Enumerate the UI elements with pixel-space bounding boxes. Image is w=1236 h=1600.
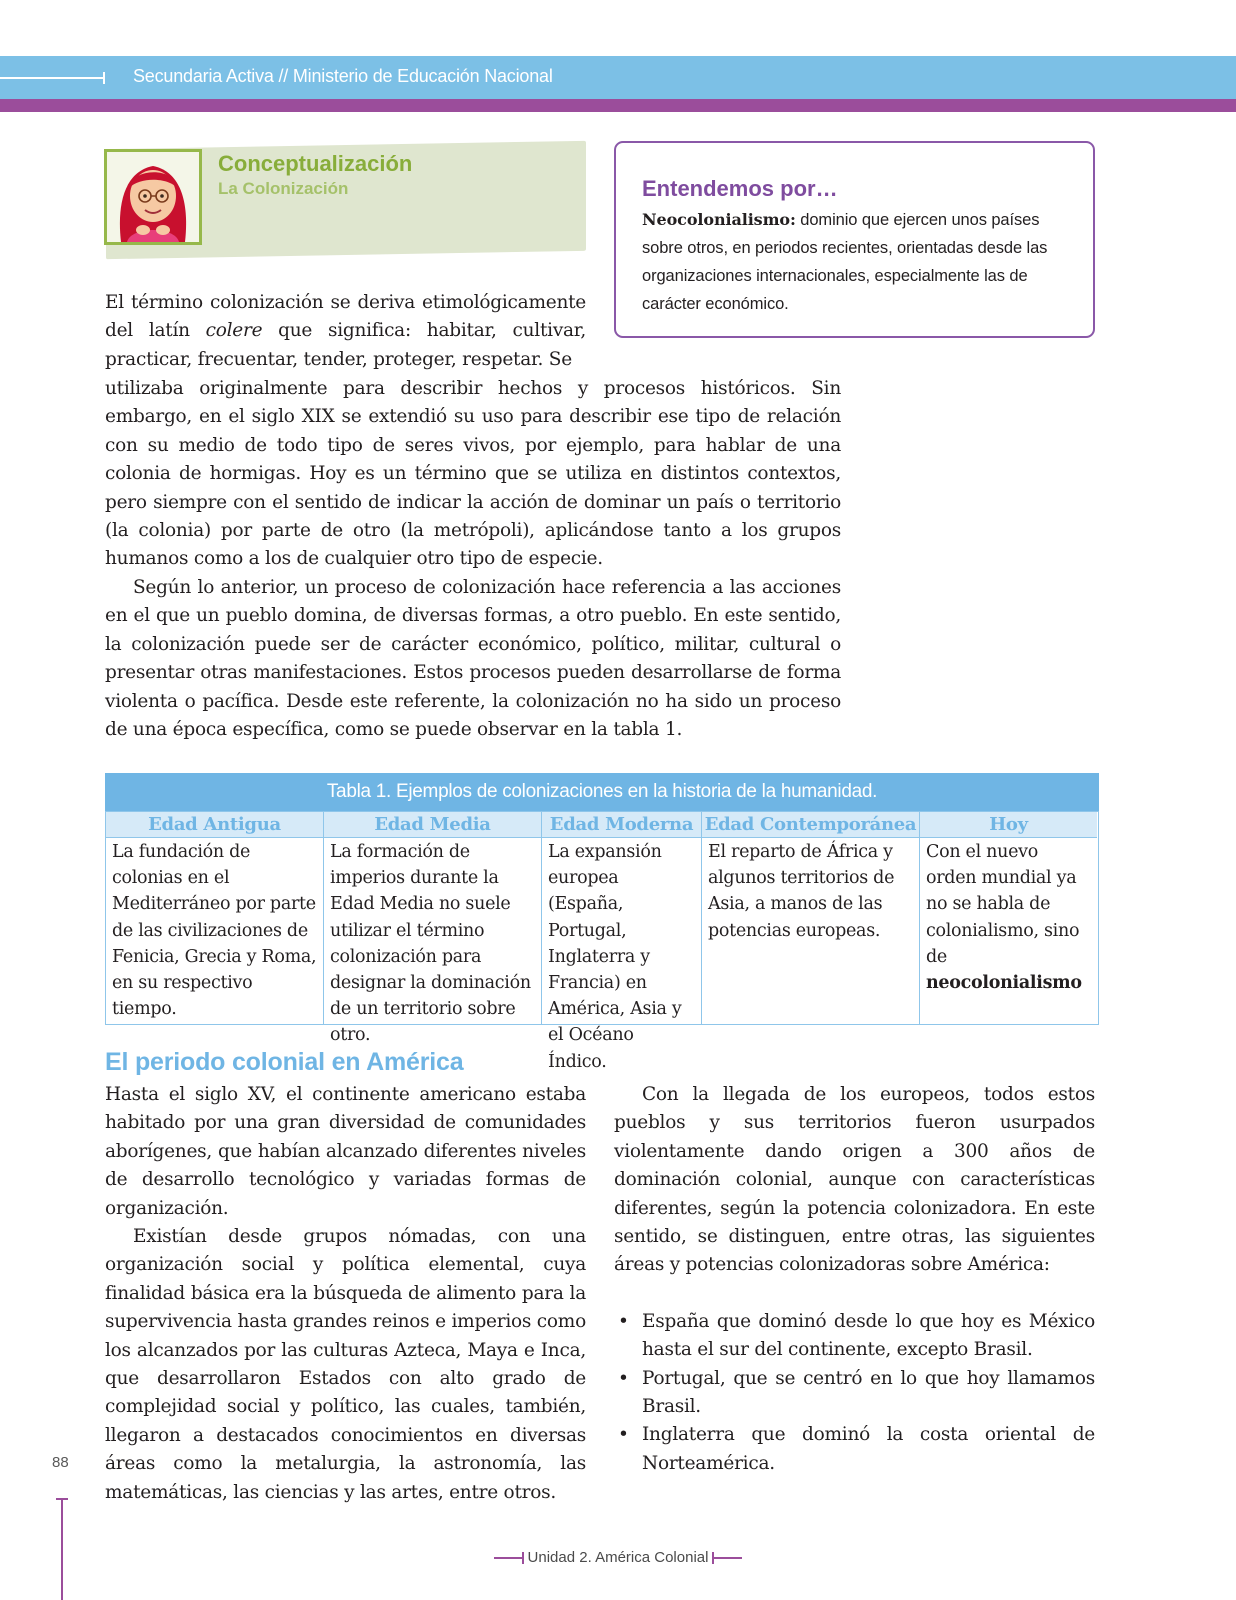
footer-unit bbox=[0, 1549, 1236, 1566]
table-caption: Tabla 1. Ejemplos de colonizaciones en la historia de la humanidad. bbox=[105, 773, 1099, 811]
list-item bbox=[614, 1421, 1095, 1478]
list-item bbox=[614, 1365, 1095, 1422]
page-number: 88 bbox=[52, 1454, 69, 1471]
table-column-header: Edad Moderna bbox=[542, 812, 701, 838]
body-paragraph-2: Según lo anterior, un proceso de colonización hace referencia a las acciones en el que un pueblo domina, de diversas formas, a otro pueblo. En este sentido, la colonización puede ser de carácter económico, político, militar, cultural o presentar otras manifestaciones. Estos procesos pueden desarrollarse de forma violenta o pacífica. Desde este referente, la colonización no ha sido un proceso de una época específica, como se puede observar en la tabla 1. bbox=[105, 577, 841, 741]
definition-title: Entendemos por… bbox=[642, 176, 838, 201]
footer-bar-right bbox=[712, 1557, 742, 1559]
table-cell-text: Con el nuevo orden mundial ya no se habla de colonialismo, sino de bbox=[926, 842, 1080, 967]
table-cell: La fundación de colonias en el Mediterráneo por parte de las civilizaciones de Fenicia, Grecia y Roma, en su respectivo tiempo. bbox=[112, 842, 317, 1020]
right-column bbox=[614, 1081, 1095, 1478]
left-paragraph-1: Hasta el siglo XV, el continente americano estaba habitado por una gran diversidad de comunidades aborígenes, que habían alcanzado diferentes niveles de desarrollo tecnológico y variadas formas de organización. bbox=[105, 1084, 586, 1219]
avatar bbox=[104, 149, 202, 245]
table-cell: La expansión europea (España, Portugal, Inglaterra y Francia) en América, Asia y el Océano Índico. bbox=[548, 842, 682, 1072]
intro-text-1: El término colonización se deriva etimológicamente del latín bbox=[105, 292, 586, 342]
definition-text bbox=[642, 206, 1082, 318]
intro-paragraph-start bbox=[105, 289, 586, 374]
intro-latin-term: colere bbox=[205, 320, 263, 342]
list-item-text: Portugal, que se centró en lo que hoy llamamos Brasil. bbox=[642, 1367, 1095, 1418]
concept-subtitle: La Colonización bbox=[218, 179, 349, 198]
table-column bbox=[920, 812, 1097, 1024]
table-column bbox=[324, 812, 542, 1046]
table-column-header: Edad Antigua bbox=[106, 812, 323, 838]
header-accent-stripe bbox=[0, 99, 1236, 112]
definition-description: dominio que ejercen unos países sobre otros, en periodos recientes, orientadas desde las organizaciones internacionales, especialmente las de carácter económico. bbox=[642, 211, 1048, 313]
intro-paragraph-continued: utilizaba originalmente para describir hechos y procesos históricos. Sin embargo, en el siglo XIX se extendió su uso para describir ese tipo de relación con su medio de todo tipo de seres vivos, por ejemplo, para hablar de una colonia de hormigas. Hoy es un término que se utiliza en distintos contextos, pero siempre con el sentido de indicar la acción de dominar un país o territorio (la colonia) por parte de otro (la metrópoli), aplicándose tanto a los grupos humanos como a los de cualquier otro tipo de especie. bbox=[105, 378, 841, 570]
header-rule bbox=[0, 77, 104, 79]
table-column-header: Hoy bbox=[920, 812, 1097, 838]
section-title: El periodo colonial en América bbox=[105, 1048, 464, 1076]
girl-avatar-icon bbox=[107, 152, 199, 242]
table-cell: La formación de imperios durante la Edad Media no suele utilizar el término colonización para designar la dominación de un territorio sobre otro. bbox=[330, 842, 531, 1046]
table-cell bbox=[920, 838, 1097, 996]
footer-bar-left bbox=[494, 1557, 524, 1559]
table-column-header: Edad Contemporánea bbox=[702, 812, 919, 838]
table-column bbox=[542, 812, 702, 1072]
table-column-header: Edad Media bbox=[324, 812, 541, 838]
intro-text-2: que significa: habitar, cultivar, practicar, frecuentar, tender, proteger, respetar. Se bbox=[105, 320, 586, 370]
header-title: Secundaria Activa // Ministerio de Educación Nacional bbox=[133, 66, 553, 86]
definition-term: Neocolonialismo: bbox=[642, 210, 796, 229]
bullet-icon: • bbox=[618, 1424, 629, 1446]
table-column bbox=[106, 812, 324, 1024]
list-item-text: España que dominó desde lo que hoy es México hasta el sur del continente, excepto Brasil. bbox=[642, 1310, 1095, 1361]
concept-title: Conceptualización bbox=[218, 151, 413, 176]
table-cell: El reparto de África y algunos territorios de Asia, a manos de las potencias europeas. bbox=[708, 842, 895, 941]
right-paragraph-1: Con la llegada de los europeos, todos estos pueblos y sus territorios fueron usurpados violentamente dando origen a 300 años de dominación colonial, aunque con características diferentes, según la potencia colonizadora. En este sentido, se distinguen, entre otras, las siguientes áreas y potencias colonizadoras sobre América: bbox=[614, 1084, 1095, 1276]
bullet-icon: • bbox=[618, 1367, 629, 1389]
table-column bbox=[702, 812, 920, 1024]
left-column bbox=[105, 1081, 586, 1507]
list-item bbox=[614, 1308, 1095, 1365]
header-tick bbox=[103, 72, 105, 84]
footer-unit-label: Unidad 2. América Colonial bbox=[527, 1549, 709, 1566]
bullet-icon: • bbox=[618, 1310, 629, 1332]
table-cell-emphasis: neocolonialismo bbox=[926, 973, 1082, 994]
bullet-list bbox=[614, 1308, 1095, 1478]
list-item-text: Inglaterra que dominó la costa oriental de Norteamérica. bbox=[642, 1424, 1095, 1474]
footer-rule-cap bbox=[56, 1498, 68, 1500]
left-paragraph-2: Existían desde grupos nómadas, con una organización social y política elemental, cuya finalidad básica era la búsqueda de alimento para la supervivencia hasta grandes reinos e imperios como los alcanzados por las culturas Azteca, Maya e Inca, que desarrollaron Estados con alto grado de complejidad social y político, las cuales, también, llegaron a destacados conocimientos en diversas áreas como la metalurgia, la astronomía, las matemáticas, las ciencias y las artes, entre otros. bbox=[105, 1226, 586, 1503]
